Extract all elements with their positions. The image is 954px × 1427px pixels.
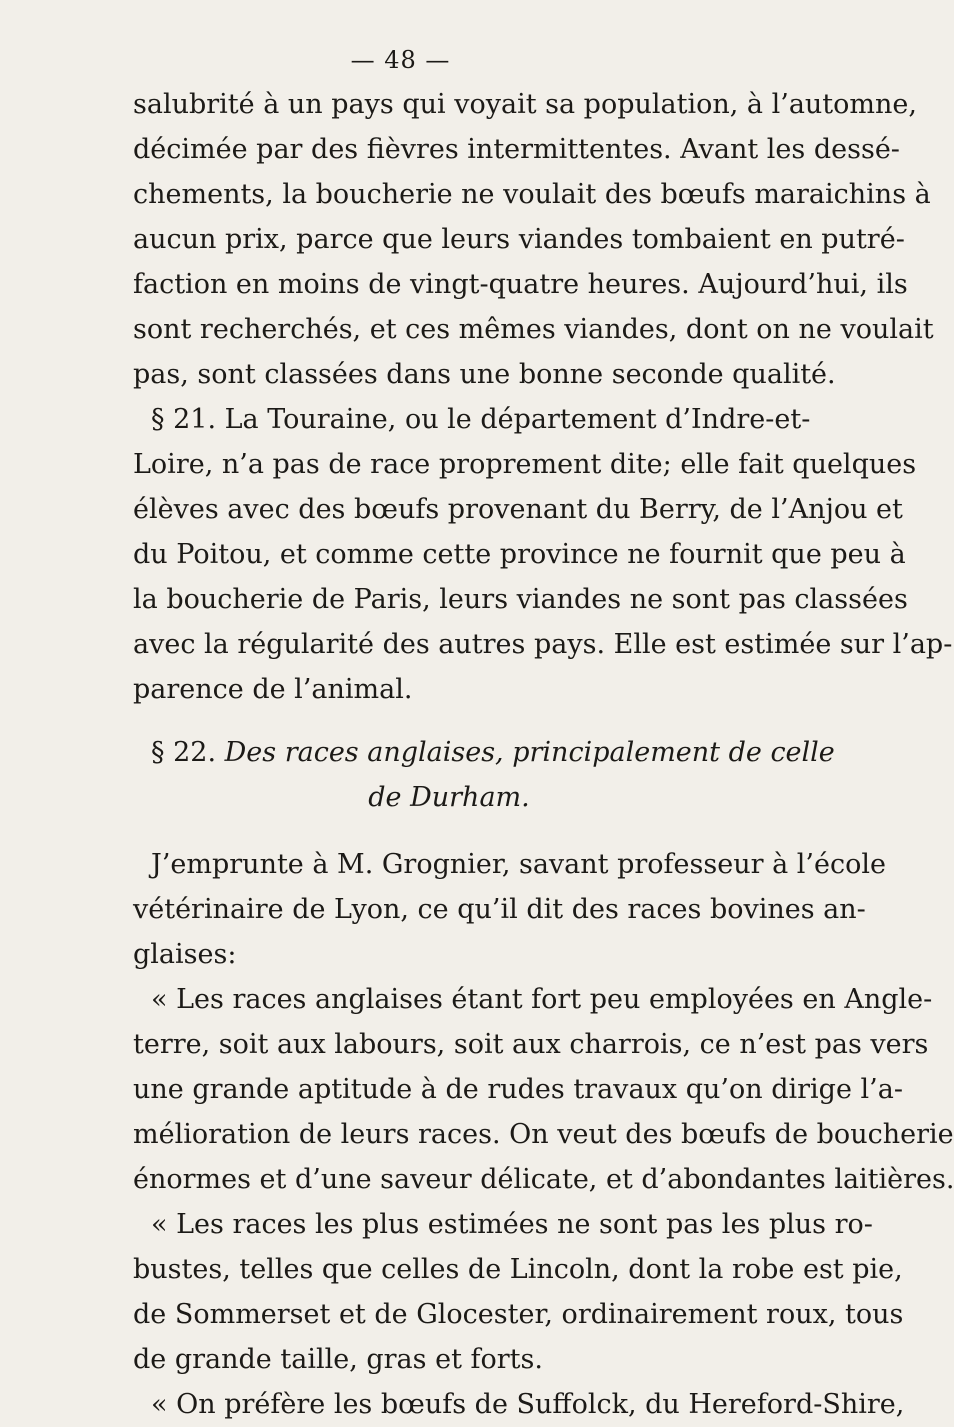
text-line: « Les races anglaises étant fort peu employées en Angle- bbox=[151, 984, 933, 1015]
section-number: § 22. bbox=[151, 737, 217, 768]
text-line: pas, sont classées dans une bonne seconde qualité. bbox=[133, 359, 836, 390]
text-line: terre, soit aux labours, soit aux charrois, ce n’est pas vers bbox=[133, 1029, 929, 1060]
page-number: — 48 — bbox=[350, 46, 451, 74]
text-line: élèves avec des bœufs provenant du Berry, de l’Anjou et bbox=[133, 494, 903, 525]
text-line: une grande aptitude à de rudes travaux qu’on dirige l’a- bbox=[133, 1074, 903, 1105]
paragraph-4 bbox=[133, 977, 954, 1202]
text-line: mélioration de leurs races. On veut des bœufs de boucherie bbox=[133, 1119, 954, 1150]
paragraph-3 bbox=[133, 842, 886, 977]
text-line: salubrité à un pays qui voyait sa population, à l’automne, bbox=[133, 89, 917, 120]
text-line: du Poitou, et comme cette province ne fournit que peu à bbox=[133, 539, 906, 570]
heading-title-part-1: Des races anglaises, principalement de celle bbox=[224, 737, 835, 768]
text-line: vétérinaire de Lyon, ce qu’il dit des races bovines an- bbox=[133, 894, 866, 925]
text-line: sont recherchés, et ces mêmes viandes, dont on ne voulait bbox=[133, 314, 934, 345]
text-line: avec la régularité des autres pays. Elle est estimée sur l’ap- bbox=[133, 629, 953, 660]
text-line: § 21. La Touraine, ou le département d’Indre-et- bbox=[151, 404, 811, 435]
text-body bbox=[133, 82, 954, 1427]
text-line: aucun prix, parce que leurs viandes tombaient en putré- bbox=[133, 224, 905, 255]
text-line: Loire, n’a pas de race proprement dite; elle fait quelques bbox=[133, 449, 917, 480]
text-line: de grande taille, gras et forts. bbox=[133, 1344, 543, 1375]
text-line: de Sommerset et de Glocester, ordinairement roux, tous bbox=[133, 1299, 904, 1330]
paragraph-5 bbox=[133, 1202, 904, 1382]
text-line: parence de l’animal. bbox=[133, 674, 413, 705]
text-line: « Les races les plus estimées ne sont pas les plus ro- bbox=[151, 1209, 873, 1240]
text-line: décimée par des fièvres intermittentes. Avant les dessé- bbox=[133, 134, 900, 165]
text-line: énormes et d’une saveur délicate, et d’abondantes laitières. bbox=[133, 1164, 954, 1195]
text-line: faction en moins de vingt-quatre heures. Aujourd’hui, ils bbox=[133, 269, 908, 300]
text-line: « On préfère les bœufs de Suffolck, du Hereford-Shire, bbox=[151, 1389, 905, 1420]
text-line: chements, la boucherie ne voulait des bœufs maraichins à bbox=[133, 179, 931, 210]
paragraph-6 bbox=[133, 1382, 905, 1427]
text-line: la boucherie de Paris, leurs viandes ne sont pas classées bbox=[133, 584, 908, 615]
section-heading bbox=[133, 730, 835, 820]
heading-line-2: de Durham. bbox=[368, 782, 530, 813]
text-line: J’emprunte à M. Grognier, savant professeur à l’école bbox=[151, 849, 886, 880]
paragraph-2 bbox=[133, 397, 953, 712]
paragraph-1 bbox=[133, 82, 934, 397]
heading-line-1 bbox=[133, 730, 835, 775]
text-line: bustes, telles que celles de Lincoln, dont la robe est pie, bbox=[133, 1254, 903, 1285]
text-line: glaises: bbox=[133, 939, 237, 970]
